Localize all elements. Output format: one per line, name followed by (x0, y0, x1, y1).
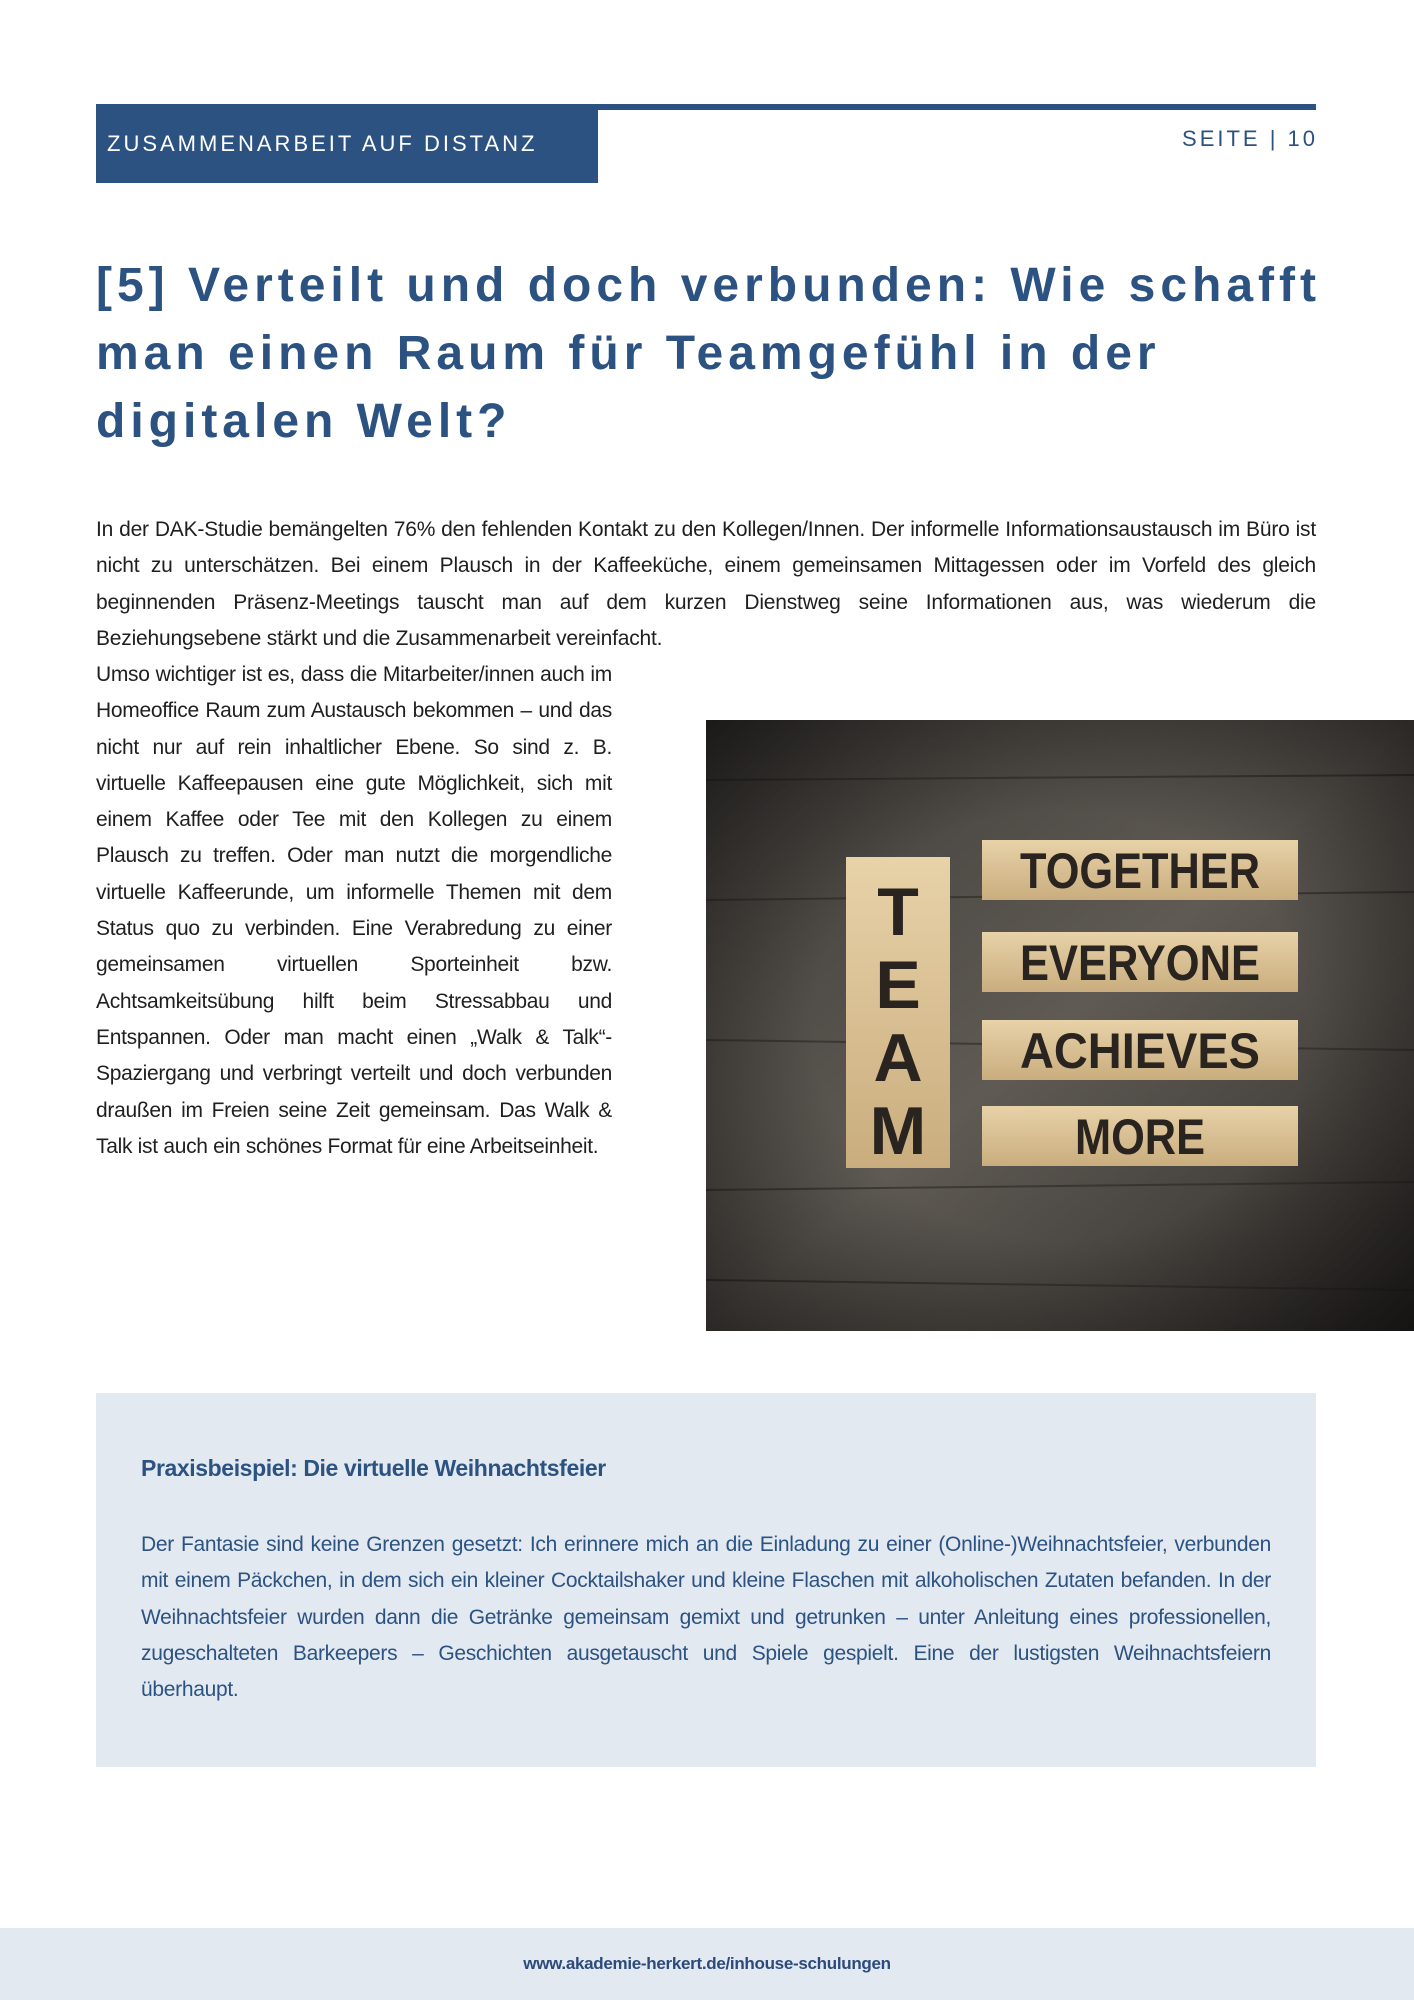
page-title: [5] Verteilt und doch verbunden: Wie schafft man einen Raum für Teamgefühl in der digitalen Welt? (96, 259, 1321, 448)
team-photo (706, 720, 1414, 1331)
word-block-text: TOGETHER (1020, 843, 1260, 899)
intro-paragraph: In der DAK-Studie bemängelten 76% den fehlenden Kontakt zu den Kollegen/Innen. Der informelle Informationsaustausch im Büro ist nicht zu unterschätzen. Bei einem Plausch in der Kaffeeküche, einem gemeinsamen Mittagessen oder im Vorfeld des gleich beginnenden Präsenz-Meetings tauscht man auf dem kurzen Dienstweg seine Informationen aus, was wiederum die Beziehungsebene stärkt und die Zusammenarbeit vereinfacht. (96, 518, 1316, 650)
word-block-text: ACHIEVES (1020, 1023, 1260, 1079)
example-panel (96, 1393, 1316, 1767)
section-label: ZUSAMMENARBEIT AUF DISTANZ (96, 104, 598, 183)
footer-url[interactable]: www.akademie-herkert.de/inhouse-schulungen (0, 1928, 1414, 2000)
column-paragraph: Umso wichtiger ist es, dass die Mitarbeiter/innen auch im Homeoffice Raum zum Austausch bekommen – und das nicht nur auf rein inhaltlicher Ebene. So sind z. B. virtuelle Kaffeepausen eine gute Möglichkeit, sich mit einem Kaffee oder Tee mit den Kollegen zu einem Plausch zu treffen. Oder man nutzt die morgendliche virtuelle Kaffeerunde, um informelle Themen mit dem Status quo zu verbinden. Eine Verabredung zu einer gemeinsamen virtuellen Sporteinheit bzw. Achtsamkeitsübung hilft beim Stressabbau und Entspannen. Oder man macht einen „Walk & Talk“-Spaziergang und verbringt verteilt und doch verbunden draußen im Freien seine Zeit gemeinsam. Das Walk & Talk ist auch ein schönes Format für eine Arbeitseinheit. (96, 663, 612, 1158)
team-block-text: T E A M (869, 874, 927, 1169)
word-block-text: EVERYONE (1020, 935, 1260, 991)
page-number: SEITE | 10 (1182, 126, 1318, 151)
example-text: Der Fantasie sind keine Grenzen gesetzt: Ich erinnere mich an die Einladung zu einer (Online-)Weihnachtsfeier, verbunden mit einem Päckchen, in dem sich ein kleiner Cocktailshaker und kleine Flaschen mit alkoholischen Zutaten befanden. In der Weihnachtsfeier wurden dann die Getränke gemeinsam gemixt und getrunken – unter Anleitung eines professionellen, zugeschalteten Barkeepers – Geschichten ausgetauscht und Spiele gespielt. Eine der lustigsten Weihnachtsfeiern überhaupt. (141, 1533, 1271, 1702)
example-heading: Praxisbeispiel: Die virtuelle Weihnachtsfeier (141, 1455, 606, 1481)
word-block-text: MORE (1075, 1109, 1205, 1165)
